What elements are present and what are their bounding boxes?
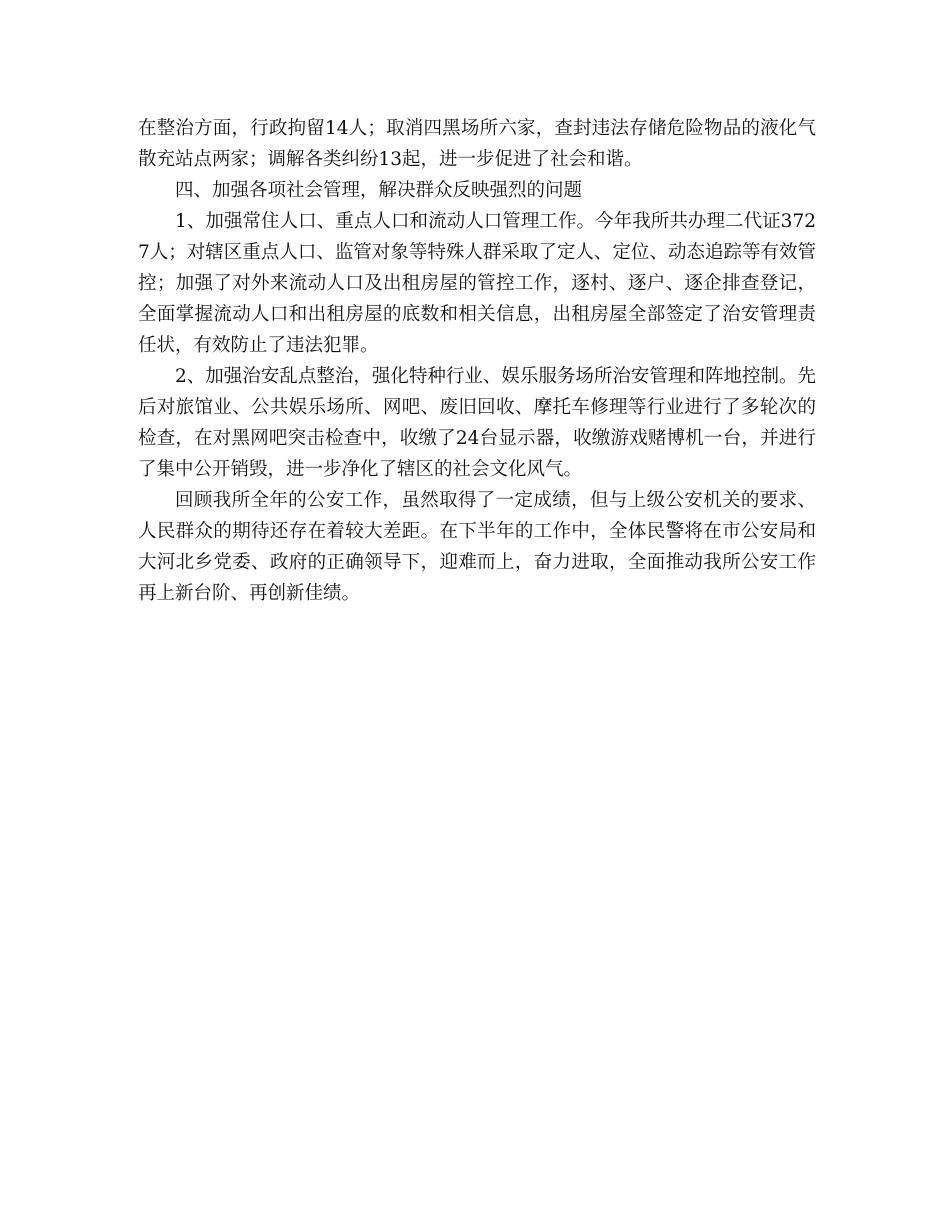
paragraph-public-order: 2、加强治安乱点整治，强化特种行业、娱乐服务场所治安管理和阵地控制。先后对旅馆业、公共娱乐场所、网吧、废旧回收、摩托车修理等行业进行了多轮次的检查，在对黑网吧突击检查中，收缴了24台显示器，收缴游戏赌博机一台，并进行了集中公开销毁，进一步净化了辖区的社会文化风气。 — [138, 366, 816, 480]
section-heading-social-management: 四、加强各项社会管理，解决群众反映强烈的问题 — [175, 180, 583, 201]
paragraph-review-summary: 回顾我所全年的公安工作，虽然取得了一定成绩，但与上级公安机关的要求、人民群众的期待还存在着较大差距。在下半年的工作中，全体民警将在市公安局和大河北乡党委、政府的正确领导下，迎难而上，奋力进取，全面推动我所公安工作再上新台阶、再创新佳绩。 — [138, 490, 816, 604]
paragraph-population-management: 1、加强常住人口、重点人口和流动人口管理工作。今年我所共办理二代证3727人；对辖区重点人口、监管对象等特殊人群采取了定人、定位、动态追踪等有效管控；加强了对外来流动人口及出租房屋的管控工作，逐村、逐户、逐企排查登记，全面掌握流动人口和出租房屋的底数和相关信息，出租房屋全部签定了治安管理责任状，有效防止了违法犯罪。 — [138, 211, 816, 356]
paragraph-rectification: 在整治方面，行政拘留14人；取消四黑场所六家，查封违法存储危险物品的液化气散充站点两家；调解各类纠纷13起，进一步促进了社会和谐。 — [138, 118, 816, 170]
document-body — [138, 113, 816, 609]
